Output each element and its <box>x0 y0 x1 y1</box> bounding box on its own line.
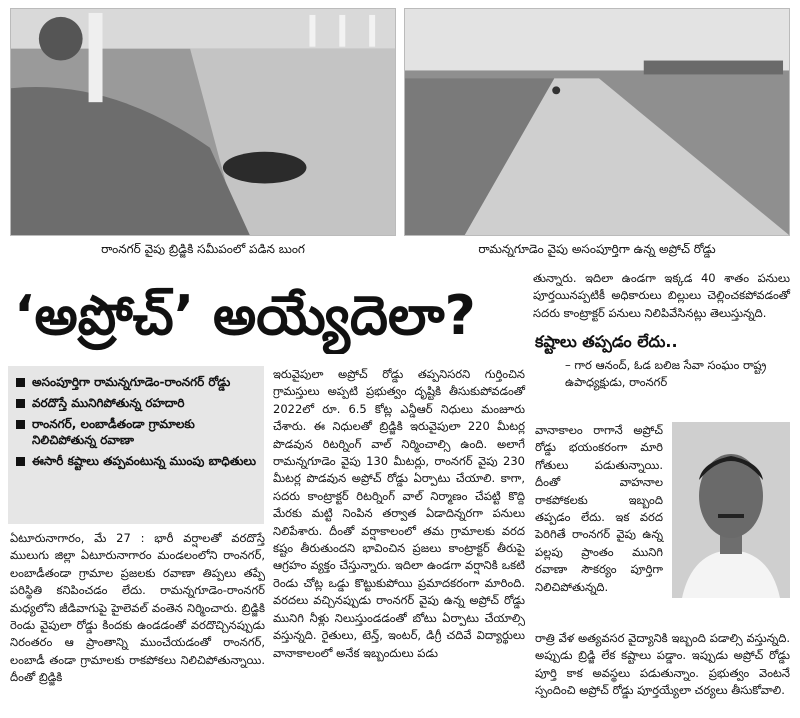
headline: ‘అప్రోచ్’ అయ్యేదెలా? <box>14 284 476 347</box>
highlight-item <box>14 395 258 411</box>
article-column-2: ఇరువైపులా అప్రోచ్ రోడ్డు తప్పనిసరని గుర్తించిన గ్రామస్తులు అప్పటి ప్రభుత్వం దృష్టికి తీసుకుపోవడంతో 2022లో రూ. 6.5 కోట్ల ఎన్డీఆర్ నిధులు మంజూరు చేశారు. ఈ నిధులతో బ్రిడ్జికి ఇరువైపులా 220 మీటర్ల పొడవున రిటర్నింగ్ వాల్ నిర్మించాల్సి ఉంది. అలాగే రామన్నగూడెం వైపు 130 మీటర్లు, రాంనగర్ వైపు 230 మీటర్ల పొడవున అప్రోచ్ రోడ్డు ఏర్పాటు చేయాలి. కాగా, సదరు కాంట్రాక్టర్ రిటర్నింగ్ వాల్ నిర్మాణం చేపట్టి కొద్ది మేరకు మట్టి నింపిన తర్వాత ఏడాదిన్నరగా పనులు నిలిపేశారు. దీంతో వర్షాకాలంలో తమ గ్రామాలకు వరద కష్టం తీరుతుందని భావించిన ప్రజలు కాంట్రాక్టర్ తీరుపై ఆగ్రహం వ్యక్తం చేస్తున్నారు. ఇదిలా ఉండగా వర్షానికి ఒకటి రెండు చోట్ల ఒడ్డు కొట్టుకుపోయి ప్రమాదకరంగా మారింది. వరదలు వచ్చినప్పుడు రాంనగర్ వైపు ఉన్న అప్రోచ్ రోడ్డు మునిగి నీళ్లు నిలుస్తుండడంతో బోటు ఏర్పాటు చేయాల్సి వస్తున్నది. రైతులు, టెన్త్, ఇంటర్, డిగ్రీ చదివే విద్యార్థులు వానాకాలంలో అనేక ఇబ్బందులు పడు <box>273 367 525 660</box>
highlight-text: ఈసారీ కష్టాలు తప్పవంటున్న ముంపు బాధితులు <box>32 454 257 468</box>
portrait-photo <box>672 422 790 598</box>
highlight-text: వరదొస్తే మునిగిపోతున్న రహదారి <box>32 396 185 410</box>
bullet-square-icon <box>16 399 25 408</box>
highlight-text: రాంనగర్, లంబాడీతండా గ్రామాలకు నిలిచిపోతున్న రవాణా <box>32 417 195 447</box>
photo-damaged-road-near-bridge <box>10 8 396 236</box>
quote-attribution: – గార ఆనంద్, ఓడ బలిజ సేవా సంఘం రాష్ట్ర ఉపాధ్యక్షుడు, రాంనగర్ <box>565 358 767 389</box>
photo-incomplete-approach-road <box>404 8 790 236</box>
article-column-3-top: తున్నారు. ఇదిలా ఉండగా ఇక్కడ 40 శాతం పనులు పూర్తయినప్పటికీ అధికారులు బిల్లులు చెల్లించకపోవడంతో సదరు కాంట్రాక్టర్ పనులు నిలిపివేసినట్లు తెలుస్తున్నది. <box>533 271 790 320</box>
photo-caption-right: రామన్నగూడెం వైపు అసంపూర్తిగా ఉన్న అప్రోచ్ రోడ్డు <box>478 242 716 256</box>
highlight-text: అసంపూర్తిగా రామన్నగూడెం-రాంనగర్ రోడ్డు <box>32 375 231 389</box>
highlights-box <box>8 366 264 524</box>
subheading: కష్టాలు తప్పడం లేదు.. <box>535 332 678 351</box>
quote-text-beside-portrait: వానాకాలం రాగానే అప్రోచ్ రోడ్డు భయంకరంగా మారి గోతులు పడుతున్నాయి. దీంతో వాహనాల రాకపోకలకు ఇబ్బంది తప్పడం లేదు. ఇక వరద పెరిగితే రాంనగర్ వైపు ఉన్న పల్లపు ప్రాంతం మునిగి రవాణా సౌకర్యం పూర్తిగా నిలిచిపోతున్నది. <box>535 423 663 594</box>
bullet-square-icon <box>16 457 25 466</box>
bullet-square-icon <box>16 420 25 429</box>
highlight-item <box>14 453 258 469</box>
highlight-item <box>14 416 258 448</box>
article-column-1: ఏటూరునాగారం, మే 27 : భారీ వర్షాలతో వరదొస్తే ములుగు జిల్లా ఏటూరునాగారం మండలంలోని రాంనగర్, లంబాడీతండా గ్రామాల ప్రజలకు రవాణా తిప్పలు తప్పే పరిస్థితి కనిపించడం లేదు. రామన్నగూడెం-రాంనగర్ మధ్యలోని జీడివాగుపై హైలెవల్ వంతెన నిర్మించారు. బ్రిడ్జికి రెండు వైపులా రోడ్డు కిందకు ఉండడంతో వరదొచ్చినప్పుడు నిరంతరం ఆ ప్రాంతాన్ని ముంచేయడంతో రాంనగర్, లంబాడీ తండా గ్రామాలకు రాకపోకలు నిలిచిపోతున్నాయి. దీంతో బ్రిడ్జికి <box>10 531 265 685</box>
quote-text-continued: రాత్రి వేళ అత్యవసర వైద్యానికి ఇబ్బంది పడాల్సి వస్తున్నది. అప్పుడు బ్రిడ్జి లేక కష్టాలు పడ్డాం. ఇప్పుడు అప్రోచ్ రోడ్డు పూర్తి కాక అవస్థలు పడుతున్నాం. ప్రభుత్వం వెంటనే స్పందించి అప్రోచ్ రోడ్డు పూర్తయ్యేలా చర్యలు తీసుకోవాలి. <box>535 631 790 698</box>
highlight-item <box>14 374 258 390</box>
bullet-square-icon <box>16 378 25 387</box>
photo-caption-left: రాంనగర్ వైపు బ్రిడ్జికి సమీపంలో పడిన బుంగ <box>101 242 305 256</box>
